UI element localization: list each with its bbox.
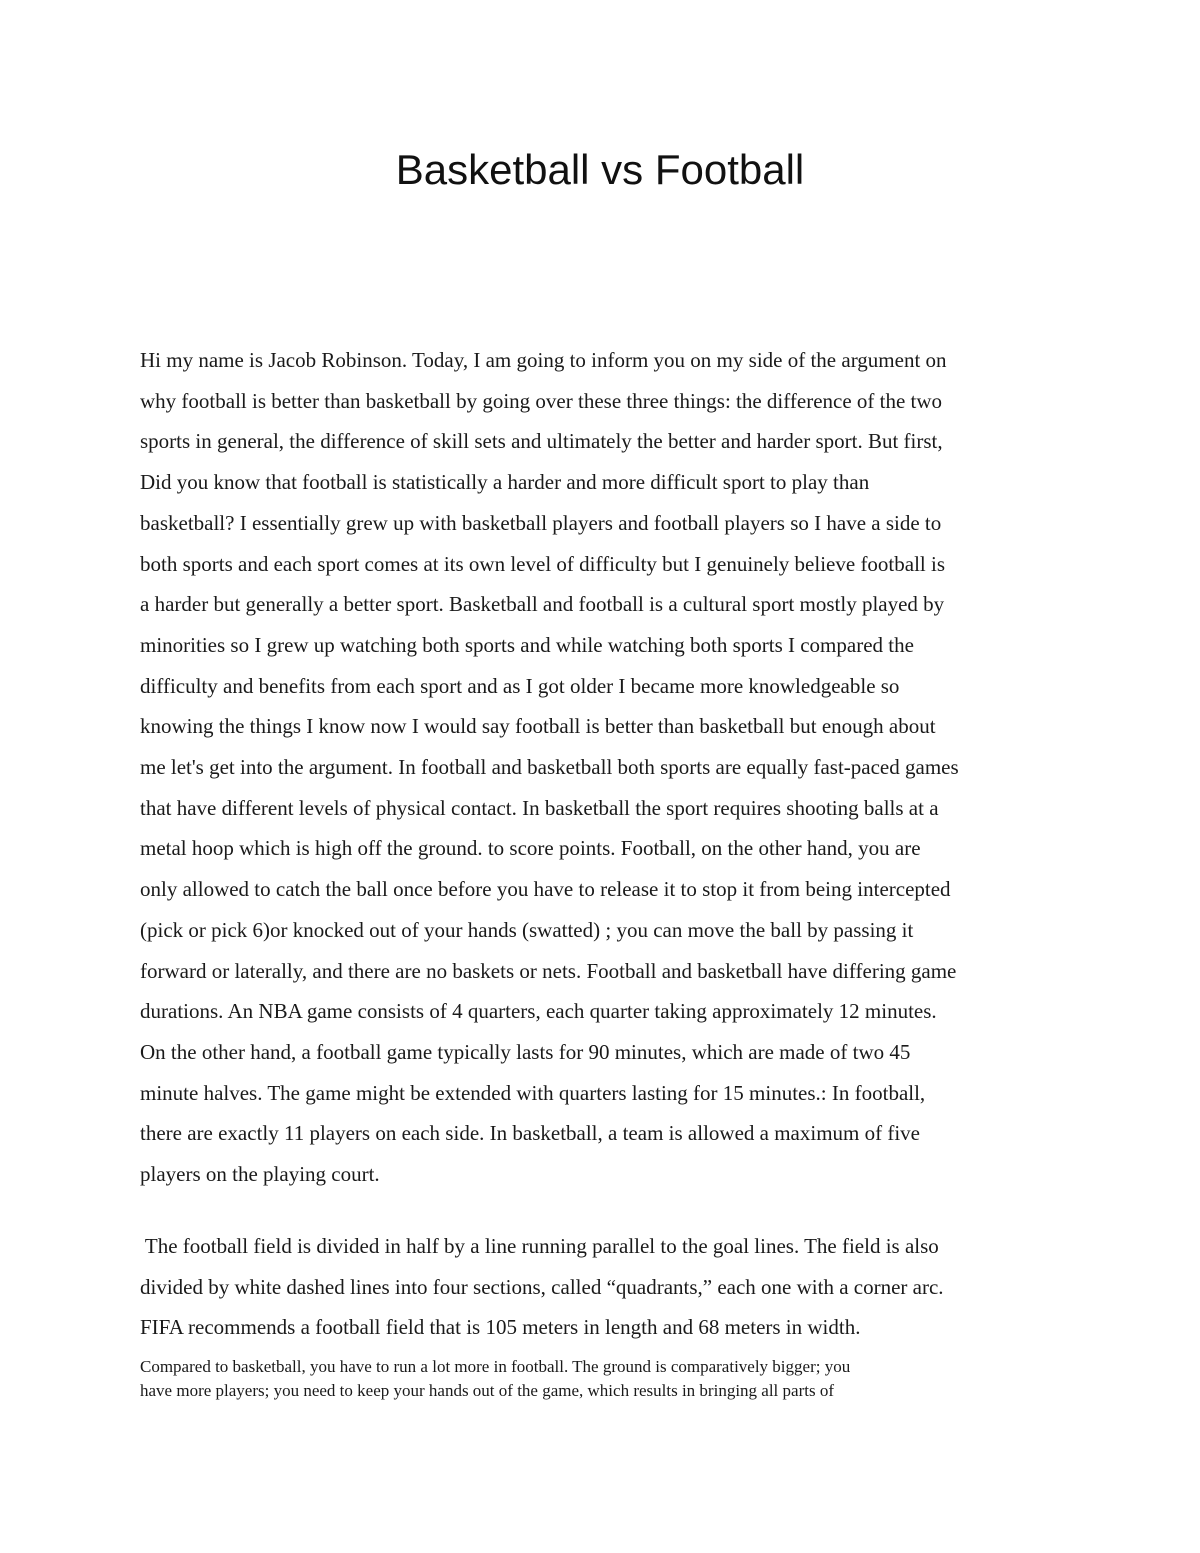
text-line: The football field is divided in half by a line running parallel to the goal lines. The field is also [140, 1234, 939, 1258]
text-line: both sports and each sport comes at its own level of difficulty but I genuinely believe football is [140, 551, 946, 576]
text-line: divided by white dashed lines into four sections, called “quadrants,” each one with a corner arc. [140, 1274, 944, 1299]
text-line: On the other hand, a football game typically lasts for 90 minutes, which are made of two 45 [140, 1039, 911, 1064]
text-line: durations. An NBA game consists of 4 quarters, each quarter taking approximately 12 minutes. [140, 999, 937, 1024]
text-line: basketball? I essentially grew up with basketball players and football players so I have a side to [140, 510, 942, 535]
text-line: forward or laterally, and there are no baskets or nets. Football and basketball have differing game [140, 958, 957, 983]
text-line: difficulty and benefits from each sport and as I got older I became more knowledgeable so [140, 673, 900, 698]
text-line: players on the playing court. [140, 1162, 380, 1187]
paragraph-comparison [140, 1355, 1060, 1403]
text-line: why football is better than basketball by going over these three things: the difference of the two [140, 388, 943, 413]
text-line: sports in general, the difference of skill sets and ultimately the better and harder sport. But first, [140, 429, 943, 454]
text-line: have more players; you need to keep your hands out of the game, which results in bringing all parts of [140, 1381, 834, 1400]
text-line: metal hoop which is high off the ground. to score points. Football, on the other hand, you are [140, 836, 921, 861]
text-line: minute halves. The game might be extended with quarters lasting for 15 minutes.: In football, [140, 1080, 926, 1105]
text-line: there are exactly 11 players on each side. In basketball, a team is allowed a maximum of five [140, 1121, 921, 1146]
paragraph-field [140, 1226, 1070, 1348]
text-line: minorities so I grew up watching both sports and while watching both sports I compared the [140, 632, 914, 657]
text-line: only allowed to catch the ball once before you have to release it to stop it from being intercepted [140, 877, 951, 902]
text-line: a harder but generally a better sport. Basketball and football is a cultural sport mostly played by [140, 592, 945, 617]
text-line: Did you know that football is statistically a harder and more difficult sport to play than [140, 470, 870, 495]
text-line: FIFA recommends a football field that is 105 meters in length and 68 meters in width. [140, 1315, 861, 1339]
text-line: Compared to basketball, you have to run a lot more in football. The ground is comparatively bigger; you [140, 1357, 851, 1376]
text-line: that have different levels of physical contact. In basketball the sport requires shooting balls at a [140, 795, 939, 820]
document-title: Basketball vs Football [395, 146, 805, 193]
paragraph-intro [140, 340, 1070, 1195]
text-line: (pick or pick 6)or knocked out of your hands (swatted) ; you can move the ball by passing it [140, 917, 914, 942]
text-line: me let's get into the argument. In football and basketball both sports are equally fast-paced games [140, 755, 959, 780]
text-line: Hi my name is Jacob Robinson. Today, I am going to inform you on my side of the argument on [140, 348, 947, 372]
text-line: knowing the things I know now I would say football is better than basketball but enough about [140, 714, 936, 739]
